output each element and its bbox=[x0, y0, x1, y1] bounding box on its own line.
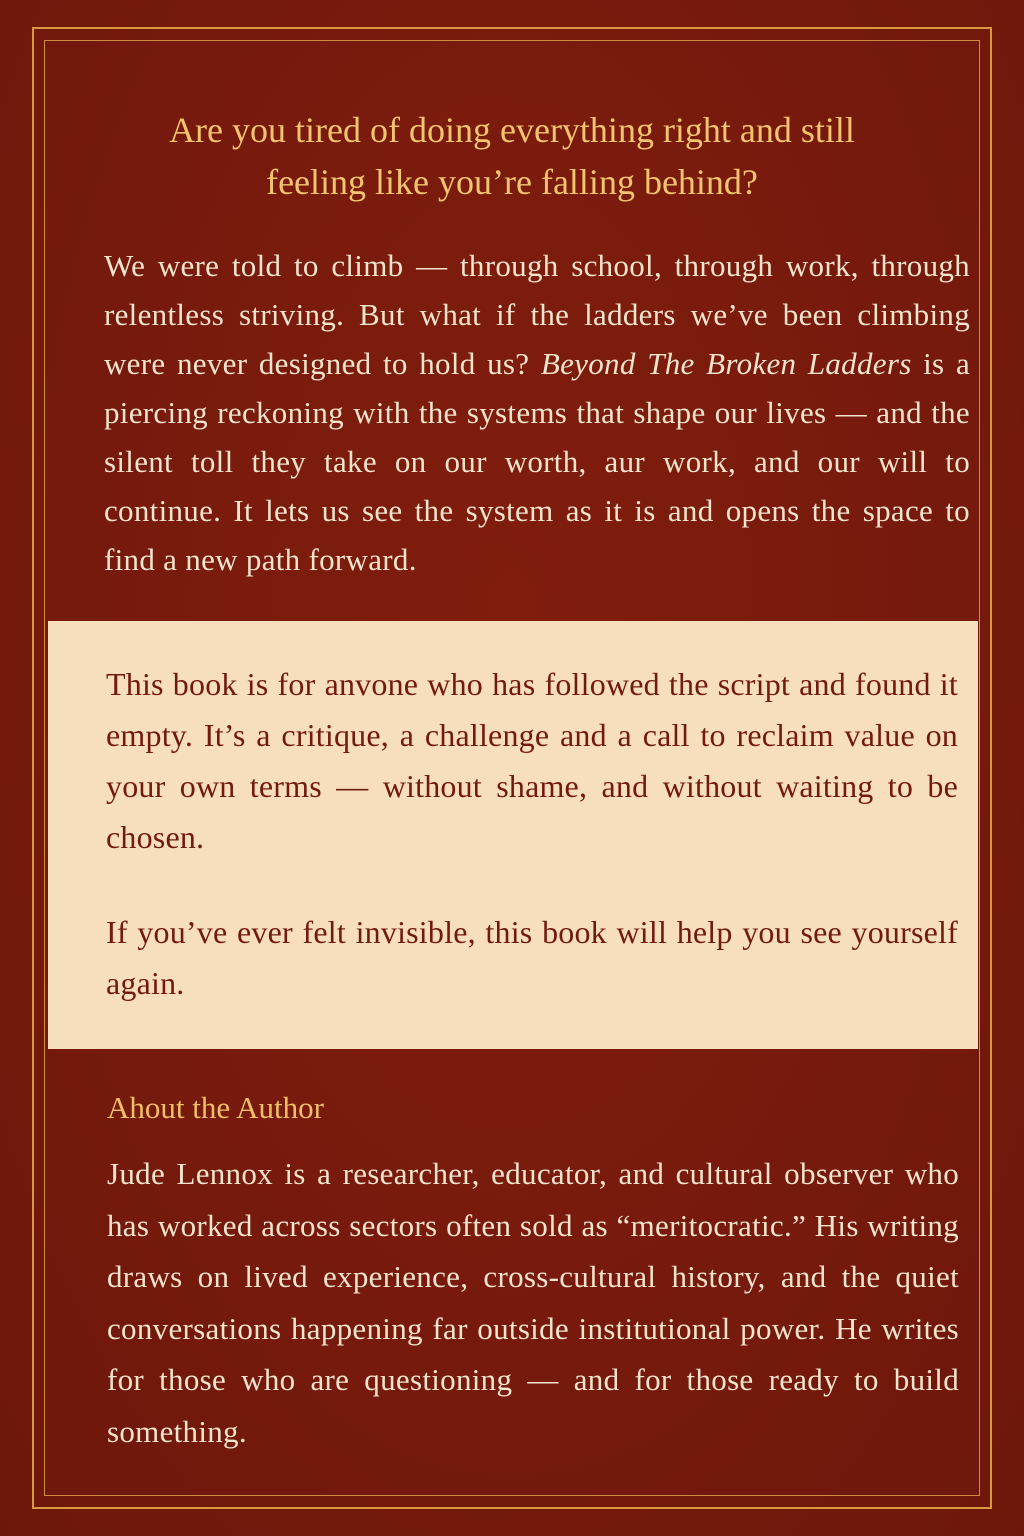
panel-paragraph-invisible: If you’ve ever felt invisible, this book will help you see yourself again. bbox=[106, 914, 958, 1001]
intro-text-part-2: is a piercing reckoning with the systems that shape our lives — and the silent toll they take on our worth, aur work, and our will to continue. It lets us see the system as it is and opens the space to find a new path forward. bbox=[104, 346, 971, 577]
intro-text-part-1: We were told to climb — through school, through work, through relentless striving. But what if the ladders we’ve been climbing were never designed to hold us? bbox=[104, 248, 970, 381]
headline-line-1: Are you tired of doing everything right and still bbox=[169, 110, 855, 150]
panel-paragraph-audience: This book is for anvone who has followed the script and found it empty. It’s a critique, a challenge and a call to reclaim value on your own terms — without shame, and without waiting to be chosen. bbox=[106, 666, 958, 855]
headline-line-2: feeling like you’re falling behind? bbox=[266, 162, 758, 202]
highlight-panel bbox=[48, 621, 978, 1049]
headline bbox=[60, 104, 964, 208]
book-title: Beyond The Broken Ladders bbox=[540, 346, 912, 381]
about-author-body: Jude Lennox is a researcher, educator, and cultural observer who has worked across sectors often sold as “meritocratic.” His writing draws on lived experience, cross-cultural history, and the quiet conversations happening far outside institutional power. He writes for those who are questioning — and for those ready to build something. bbox=[107, 1156, 959, 1449]
intro-paragraph bbox=[104, 241, 970, 584]
about-author-heading: Ahout the Author bbox=[107, 1090, 324, 1125]
